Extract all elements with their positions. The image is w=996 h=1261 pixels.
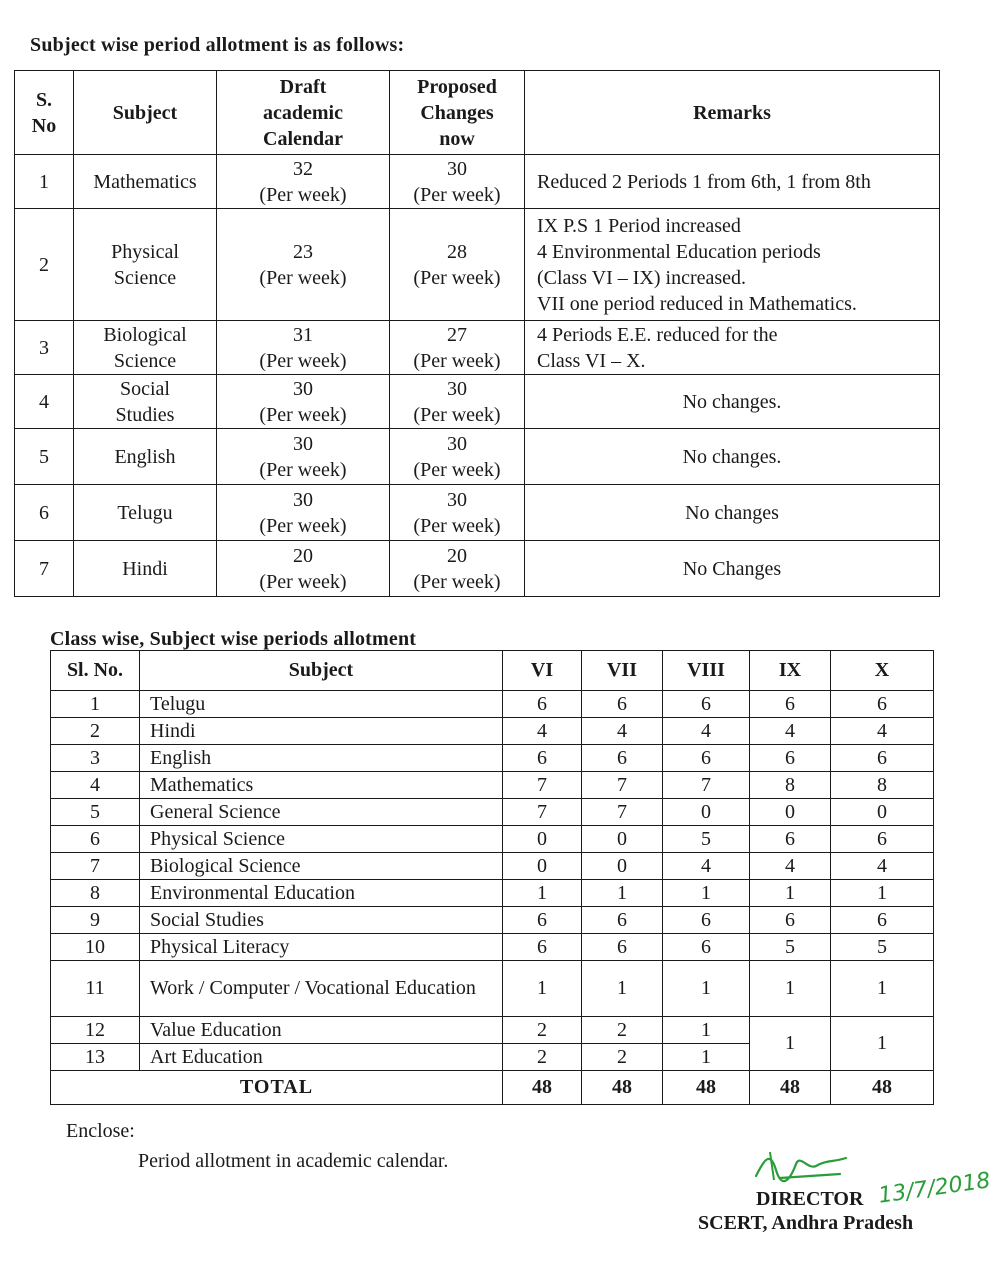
subject-cell: English	[140, 745, 503, 772]
draft-cell-line: (Per week)	[259, 514, 347, 537]
slno-cell: 4	[51, 772, 140, 799]
proposed-cell-line: (Per week)	[413, 349, 501, 372]
subject-cell-line: English	[114, 445, 176, 468]
remarks-cell	[525, 429, 940, 485]
table-row	[51, 745, 934, 772]
header-line: S.	[35, 88, 53, 111]
header-line: academic	[263, 101, 343, 124]
slno-cell: 2	[51, 718, 140, 745]
value-cell: 1	[663, 961, 750, 1017]
value-cell: 0	[582, 853, 663, 880]
proposed-cell	[390, 429, 525, 485]
remarks-cell-line: 4 Periods E.E. reduced for the	[537, 323, 778, 346]
subject-cell-line: Studies	[115, 403, 175, 426]
value-cell: 1	[750, 961, 831, 1017]
remarks-cell	[525, 541, 940, 597]
total-label: TOTAL	[51, 1071, 503, 1105]
remarks-cell	[525, 155, 940, 209]
remarks-cell-line: Class VI – X.	[537, 349, 646, 372]
remarks-cell-line: Reduced 2 Periods 1 from 6th, 1 from 8th	[537, 170, 871, 193]
sno-cell: 6	[15, 485, 74, 541]
value-cell: 4	[503, 718, 582, 745]
proposed-cell-line: (Per week)	[413, 183, 501, 206]
value-cell: 1	[503, 961, 582, 1017]
header-class-x: X	[831, 651, 934, 691]
subject-cell: Value Education	[140, 1017, 503, 1044]
draft-cell-line: 32	[293, 157, 313, 180]
subject-cell-line: Biological	[103, 323, 187, 346]
table-row	[51, 1017, 934, 1044]
signature-date: 13/7/2018	[876, 1168, 993, 1209]
value-cell: 6	[503, 745, 582, 772]
value-cell: 6	[582, 691, 663, 718]
value-cell: 1	[831, 961, 934, 1017]
subject-cell	[74, 541, 217, 597]
proposed-cell	[390, 375, 525, 429]
table-row	[15, 321, 940, 375]
value-cell: 1	[582, 880, 663, 907]
value-cell: 0	[503, 853, 582, 880]
value-cell: 6	[831, 907, 934, 934]
table-row	[51, 826, 934, 853]
value-cell: 7	[663, 772, 750, 799]
draft-cell	[217, 485, 390, 541]
value-cell: 6	[750, 745, 831, 772]
table-row	[15, 541, 940, 597]
draft-cell-line: (Per week)	[259, 458, 347, 481]
header-class-viii: VIII	[663, 651, 750, 691]
slno-cell: 13	[51, 1044, 140, 1071]
table1-header-row	[15, 71, 940, 155]
header-subject-2: Subject	[140, 651, 503, 691]
value-cell: 5	[831, 934, 934, 961]
value-cell: 6	[663, 745, 750, 772]
table-row	[15, 429, 940, 485]
subject-cell-line: Physical	[111, 240, 179, 263]
subject-cell-line: Hindi	[122, 557, 168, 580]
draft-cell	[217, 541, 390, 597]
draft-cell	[217, 429, 390, 485]
value-cell: 0	[831, 799, 934, 826]
draft-cell-line: 30	[293, 488, 313, 511]
table-row	[51, 799, 934, 826]
heading-period-allotment: Subject wise period allotment is as follows:	[30, 34, 405, 56]
value-cell: 6	[831, 691, 934, 718]
sno-cell: 3	[15, 321, 74, 375]
value-cell: 0	[663, 799, 750, 826]
enclose-label: Enclose:	[66, 1120, 135, 1142]
table-row	[15, 155, 940, 209]
header-line: Calendar	[263, 127, 343, 150]
value-cell: 5	[750, 934, 831, 961]
header-line: Proposed	[417, 75, 497, 98]
proposed-cell-line: 30	[447, 432, 467, 455]
value-cell: 6	[503, 907, 582, 934]
total-value: 48	[831, 1071, 934, 1105]
subject-cell: Hindi	[140, 718, 503, 745]
value-cell: 4	[663, 718, 750, 745]
header-line: now	[439, 127, 475, 150]
subject-cell: Physical Literacy	[140, 934, 503, 961]
subject-cell: Telugu	[140, 691, 503, 718]
draft-cell-line: (Per week)	[259, 183, 347, 206]
value-cell: 1	[582, 961, 663, 1017]
value-cell: 7	[582, 772, 663, 799]
signature-mark	[750, 1140, 880, 1190]
sno-cell: 2	[15, 209, 74, 321]
remarks-cell-line: No changes.	[682, 445, 782, 468]
subject-cell: Social Studies	[140, 907, 503, 934]
value-cell: 4	[663, 853, 750, 880]
table-row	[15, 375, 940, 429]
remarks-cell	[525, 375, 940, 429]
remarks-cell-line: IX P.S 1 Period increased	[537, 214, 741, 237]
table-row	[51, 718, 934, 745]
subject-cell	[74, 429, 217, 485]
value-cell: 6	[663, 907, 750, 934]
value-cell: 6	[582, 934, 663, 961]
header-subject: Subject	[74, 71, 217, 155]
value-cell: 1	[750, 880, 831, 907]
heading-class-wise-allotment: Class wise, Subject wise periods allotment	[50, 628, 417, 650]
header-line: No	[31, 114, 57, 137]
value-cell: 6	[831, 826, 934, 853]
class-wise-period-table	[50, 650, 934, 1105]
slno-cell: 11	[51, 961, 140, 1017]
value-cell: 6	[503, 691, 582, 718]
sno-cell: 4	[15, 375, 74, 429]
slno-cell: 1	[51, 691, 140, 718]
subject-cell: Work / Computer / Vocational Education	[140, 961, 503, 1017]
slno-cell: 10	[51, 934, 140, 961]
table-row	[15, 485, 940, 541]
value-cell: 0	[582, 826, 663, 853]
table-row	[51, 907, 934, 934]
value-cell: 6	[663, 691, 750, 718]
table-row	[51, 853, 934, 880]
header-slno: Sl. No.	[51, 651, 140, 691]
draft-cell	[217, 209, 390, 321]
remarks-cell	[525, 485, 940, 541]
total-row	[51, 1071, 934, 1105]
value-cell: 8	[750, 772, 831, 799]
header-draft-calendar	[217, 71, 390, 155]
draft-cell-line: (Per week)	[259, 570, 347, 593]
subject-cell-line: Science	[113, 266, 177, 289]
value-cell: 6	[750, 691, 831, 718]
subject-cell	[74, 375, 217, 429]
header-sno	[15, 71, 74, 155]
proposed-cell-line: 30	[447, 157, 467, 180]
signature-block	[690, 1140, 993, 1250]
proposed-cell-line: 30	[447, 488, 467, 511]
total-value: 48	[663, 1071, 750, 1105]
proposed-cell	[390, 209, 525, 321]
merged-value-cell: 1	[831, 1017, 934, 1071]
value-cell: 6	[750, 826, 831, 853]
director-title: DIRECTOR	[756, 1188, 864, 1210]
proposed-cell-line: (Per week)	[413, 514, 501, 537]
sno-cell: 1	[15, 155, 74, 209]
value-cell: 7	[582, 799, 663, 826]
value-cell: 7	[503, 799, 582, 826]
value-cell: 0	[503, 826, 582, 853]
total-value: 48	[750, 1071, 831, 1105]
proposed-cell	[390, 321, 525, 375]
subject-cell	[74, 321, 217, 375]
header-proposed-changes	[390, 71, 525, 155]
slno-cell: 7	[51, 853, 140, 880]
value-cell: 6	[582, 745, 663, 772]
value-cell: 6	[503, 934, 582, 961]
subject-cell: Biological Science	[140, 853, 503, 880]
value-cell: 6	[750, 907, 831, 934]
subject-period-table	[14, 70, 940, 597]
draft-cell-line: (Per week)	[259, 266, 347, 289]
value-cell: 2	[582, 1017, 663, 1044]
proposed-cell	[390, 155, 525, 209]
remarks-cell-line: No changes	[685, 501, 779, 524]
total-value: 48	[503, 1071, 582, 1105]
total-value: 48	[582, 1071, 663, 1105]
subject-cell	[74, 209, 217, 321]
proposed-cell-line: (Per week)	[413, 403, 501, 426]
table-row	[15, 209, 940, 321]
proposed-cell-line: (Per week)	[413, 266, 501, 289]
remarks-cell	[525, 209, 940, 321]
proposed-cell-line: (Per week)	[413, 458, 501, 481]
slno-cell: 9	[51, 907, 140, 934]
slno-cell: 12	[51, 1017, 140, 1044]
value-cell: 1	[831, 880, 934, 907]
draft-cell-line: 20	[293, 544, 313, 567]
proposed-cell-line: 27	[447, 323, 467, 346]
subject-cell-line: Mathematics	[93, 170, 197, 193]
table-row	[51, 961, 934, 1017]
subject-cell-line: Social	[120, 377, 170, 400]
value-cell: 8	[831, 772, 934, 799]
draft-cell	[217, 375, 390, 429]
slno-cell: 8	[51, 880, 140, 907]
subject-cell: Mathematics	[140, 772, 503, 799]
value-cell: 6	[663, 934, 750, 961]
sno-cell: 7	[15, 541, 74, 597]
draft-cell-line: (Per week)	[259, 403, 347, 426]
value-cell: 1	[663, 1017, 750, 1044]
subject-cell: Environmental Education	[140, 880, 503, 907]
draft-cell	[217, 321, 390, 375]
value-cell: 5	[663, 826, 750, 853]
header-remarks: Remarks	[525, 71, 940, 155]
subject-cell	[74, 485, 217, 541]
value-cell: 6	[582, 907, 663, 934]
proposed-cell-line: 20	[447, 544, 467, 567]
value-cell: 4	[750, 853, 831, 880]
header-class-vi: VI	[503, 651, 582, 691]
slno-cell: 6	[51, 826, 140, 853]
table-row	[51, 772, 934, 799]
remarks-cell-line: VII one period reduced in Mathematics.	[537, 292, 857, 315]
draft-cell-line: (Per week)	[259, 349, 347, 372]
value-cell: 4	[582, 718, 663, 745]
value-cell: 0	[750, 799, 831, 826]
table-row	[51, 691, 934, 718]
office-name: SCERT, Andhra Pradesh	[698, 1212, 914, 1234]
draft-cell-line: 30	[293, 432, 313, 455]
value-cell: 4	[831, 718, 934, 745]
subject-cell: Physical Science	[140, 826, 503, 853]
subject-cell	[74, 155, 217, 209]
subject-cell-line: Science	[113, 349, 177, 372]
table2-header-row	[51, 651, 934, 691]
value-cell: 2	[503, 1017, 582, 1044]
header-line: Draft	[279, 75, 327, 98]
remarks-cell-line: (Class VI – IX) increased.	[537, 266, 747, 289]
value-cell: 7	[503, 772, 582, 799]
merged-value-cell: 1	[750, 1017, 831, 1071]
value-cell: 1	[503, 880, 582, 907]
proposed-cell-line: 28	[447, 240, 467, 263]
value-cell: 2	[582, 1044, 663, 1071]
proposed-cell	[390, 541, 525, 597]
header-line: Changes	[420, 101, 494, 124]
header-class-ix: IX	[750, 651, 831, 691]
value-cell: 1	[663, 880, 750, 907]
remarks-cell-line: No changes.	[682, 390, 782, 413]
subject-cell: General Science	[140, 799, 503, 826]
slno-cell: 3	[51, 745, 140, 772]
draft-cell-line: 23	[293, 240, 313, 263]
table-row	[51, 880, 934, 907]
draft-cell-line: 30	[293, 377, 313, 400]
draft-cell-line: 31	[293, 323, 313, 346]
value-cell: 4	[750, 718, 831, 745]
remarks-cell-line: 4 Environmental Education periods	[537, 240, 821, 263]
table-row	[51, 934, 934, 961]
remarks-cell	[525, 321, 940, 375]
remarks-cell-line: No Changes	[682, 557, 782, 580]
value-cell: 2	[503, 1044, 582, 1071]
proposed-cell-line: (Per week)	[413, 570, 501, 593]
enclose-item: Period allotment in academic calendar.	[138, 1150, 449, 1172]
subject-cell: Art Education	[140, 1044, 503, 1071]
sno-cell: 5	[15, 429, 74, 485]
proposed-cell-line: 30	[447, 377, 467, 400]
subject-cell-line: Telugu	[117, 501, 173, 524]
slno-cell: 5	[51, 799, 140, 826]
value-cell: 6	[831, 745, 934, 772]
header-class-vii: VII	[582, 651, 663, 691]
proposed-cell	[390, 485, 525, 541]
value-cell: 4	[831, 853, 934, 880]
value-cell: 1	[663, 1044, 750, 1071]
draft-cell	[217, 155, 390, 209]
